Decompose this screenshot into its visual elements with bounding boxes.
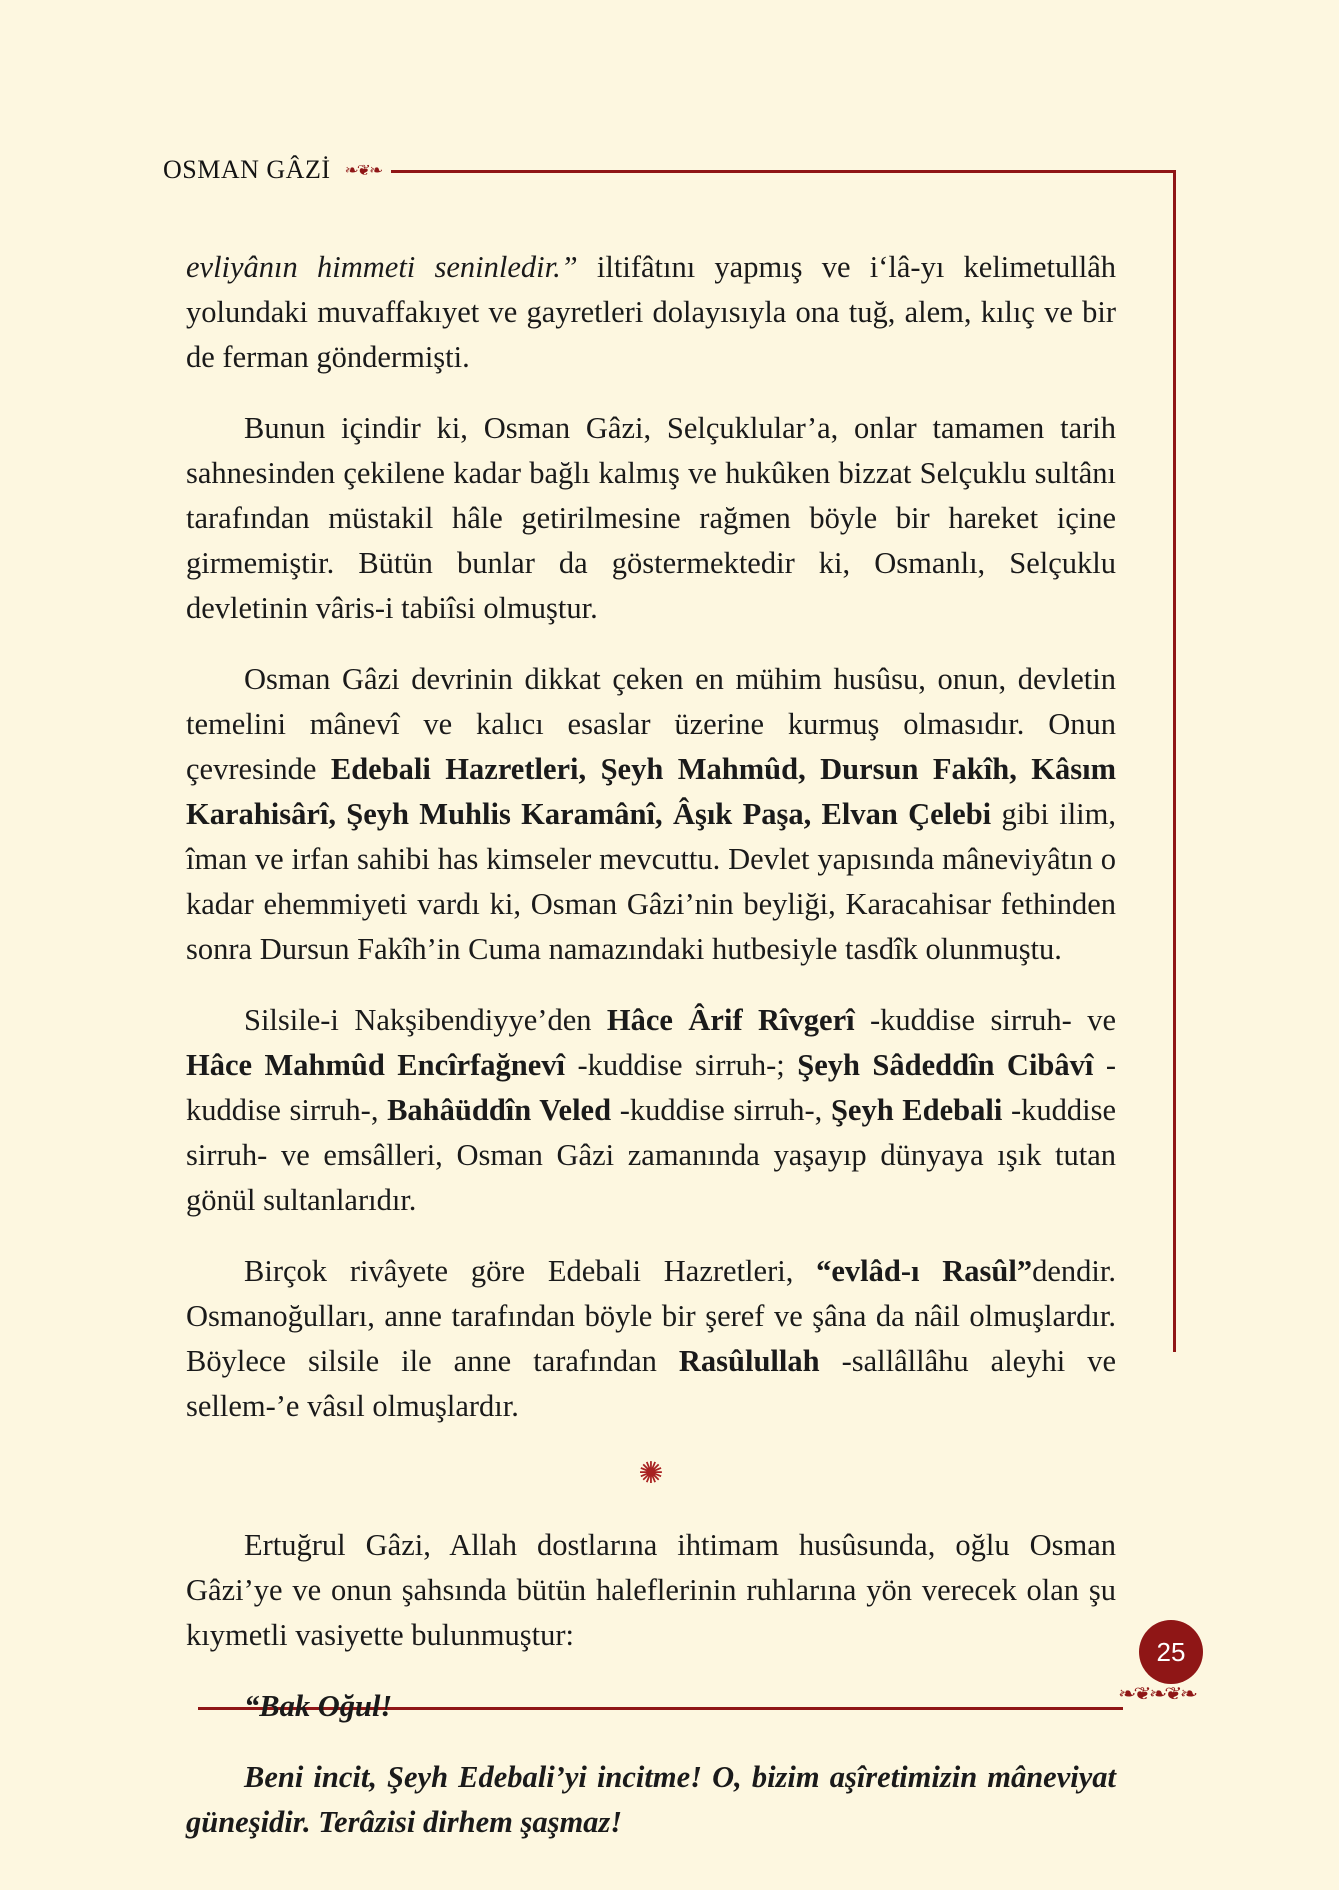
paragraph-3-text-b: gibi ilim, îman ve irfan sahibi has kimseler mevcuttu. Devlet yapısında mâneviyâtın o kadar ehemmiyeti vardı ki, Osman Gâzi’nin beyliği, Karacahisar fethinden sonra Dursun Fakîh’in Cuma namazındaki hutbesiyle tasdîk olunmuştu.	[186, 797, 1116, 966]
header-rule	[391, 170, 1173, 173]
body-text-column	[186, 245, 1116, 1871]
paragraph-4-name-4: Bahâüddîn Veled	[387, 1093, 612, 1127]
quote-line-1-text: “Bak Oğul!	[244, 1689, 393, 1723]
rosette-ornament-icon: ✺	[638, 1457, 664, 1490]
paragraph-5-text-a: Birçok rivâyete göre Edebali Hazretleri,	[244, 1254, 817, 1288]
bottom-ornament-icon: ❧❦❧❦❧	[1118, 1683, 1196, 1704]
paragraph-4-text-d: -kuddise sirruh-,	[186, 1048, 1116, 1127]
page-title: OSMAN GÂZİ	[163, 155, 331, 184]
header-ornament-icon: ❧❦❧	[344, 161, 382, 179]
paragraph-6	[186, 1523, 1116, 1658]
right-margin-rule	[1173, 170, 1176, 1352]
paragraph-4-name-1: Hâce Ârif Rîvgerî	[606, 1003, 855, 1037]
paragraph-1	[186, 245, 1116, 380]
paragraph-4-text-f: -kuddise sirruh- ve emsâlleri, Osman Gâzi zamanında yaşayıp dünyaya ışık tutan gönül sultanlarıdır.	[186, 1093, 1116, 1217]
paragraph-4-text-a: Silsile-i Nakşibendiyye’den	[244, 1003, 607, 1037]
paragraph-2-text: Bunun içindir ki, Osman Gâzi, Selçuklular’a, onlar tamamen tarih sahnesinden çekilene kadar bağlı kalmış ve hukûken bizzat Selçuklu sultânı tarafından müstakil hâle getirilmesine rağmen böyle bir hareket içine girmemiştir. Bütün bunlar da göstermektedir ki, Osmanlı, Selçuklu devletinin vâris-i tabiîsi olmuştur.	[186, 411, 1116, 625]
paragraph-3	[186, 657, 1116, 972]
paragraph-4-name-5: Şeyh Edebali	[830, 1093, 1003, 1127]
page-number-badge	[1139, 1620, 1203, 1684]
quote-line-2	[186, 1755, 1116, 1845]
paragraph-4-text-c: -kuddise sirruh-;	[565, 1048, 798, 1082]
section-divider	[186, 1459, 1116, 1489]
paragraph-4-name-3: Şeyh Sâdeddîn Cibâvî	[797, 1048, 1094, 1082]
page-number-label: 25	[1156, 1636, 1186, 1667]
paragraph-6-text: Ertuğrul Gâzi, Allah dostlarına ihtimam husûsunda, oğlu Osman Gâzi’ye ve onun şahsında bütün haleflerinin ruhlarına yön verecek olan şu kıymetli vasiyette bulunmuştur:	[186, 1528, 1116, 1652]
paragraph-1-text: iltifâtını yapmış ve i‘lâ-yı kelimetullâh yolundaki muvaffakıyet ve gayretleri dolayısıyla ona tuğ, alem, kılıç ve bir de ferman göndermişti.	[186, 250, 1116, 374]
paragraph-5-bold-2: Rasûlullah	[678, 1344, 820, 1378]
paragraph-3-names-bold: Edebali Hazretleri, Şeyh Mahmûd, Dursun Fakîh, Kâsım Karahisârî, Şeyh Muhlis Karamânî, Âşık Paşa, Elvan Çelebi	[186, 752, 1116, 831]
paragraph-1-italic-quote: evliyânın himmeti seninledir.”	[186, 250, 578, 284]
paragraph-5-text-b: dendir. Osmanoğulları, anne tarafından böyle bir şeref ve şâna da nâil olmuşlardır. Böylece silsile ile anne tarafından	[186, 1254, 1116, 1378]
quote-line-1	[186, 1684, 1116, 1729]
paragraph-5	[186, 1249, 1116, 1429]
paragraph-4	[186, 998, 1116, 1223]
paragraph-4-name-2: Hâce Mahmûd Encîrfağnevî	[186, 1048, 566, 1082]
running-header	[163, 150, 1173, 190]
paragraph-5-bold-1: “evlâd-ı Rasûl”	[816, 1254, 1033, 1288]
paragraph-3-text-a: Osman Gâzi devrinin dikkat çeken en mühim husûsu, onun, devletin temelini mânevî ve kalıcı esaslar üzerine kurmuş olmasıdır. Onun çevresinde	[186, 662, 1116, 786]
paragraph-4-text-b: -kuddise sirruh- ve	[854, 1003, 1117, 1037]
paragraph-4-text-e: -kuddise sirruh-,	[611, 1093, 831, 1127]
paragraph-5-text-c: -sallâllâhu aleyhi ve sellem-’e vâsıl olmuşlardır.	[186, 1344, 1116, 1423]
paragraph-2	[186, 406, 1116, 631]
quote-line-2-text: Beni incit, Şeyh Edebali’yi incitme! O, bizim aşîretimizin mâneviyat güneşidir. Terâzisi dirhem şaşmaz!	[186, 1760, 1116, 1839]
